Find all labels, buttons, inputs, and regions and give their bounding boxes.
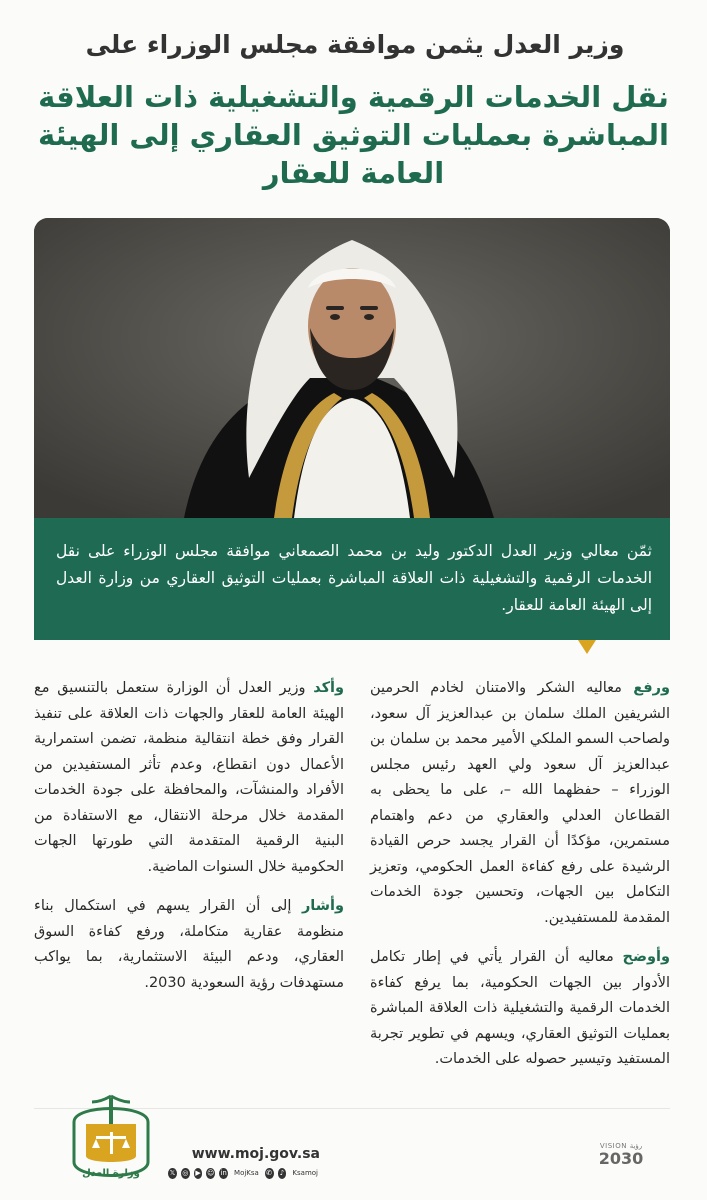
linkedin-icon[interactable]: in — [220, 1168, 227, 1177]
right-column — [370, 676, 670, 1087]
vision-2030-logo — [596, 1142, 646, 1176]
logo-text: وزارة العدل — [82, 1168, 140, 1179]
kicker-title: وزير العدل يثمن موافقة مجلس الوزراء على — [85, 30, 625, 59]
pointer-triangle — [578, 640, 596, 654]
lead-paragraph: ثمّن معالي وزير العدل الدكتور وليد بن محمد الصمعاني موافقة مجلس الوزراء على نقل الخدمات الرقمية والتشغيلية ذات العلاقة المباشرة بعمليات التوثيق العقاري من وزارة العدل إلى الهيئة العامة للعقار. — [56, 542, 652, 614]
social-links — [168, 1166, 320, 1180]
paragraph — [34, 676, 344, 880]
lead-word: وأشار — [301, 898, 344, 914]
left-column — [34, 676, 344, 1010]
lead-word: وأكد — [313, 680, 344, 696]
paragraph — [34, 894, 344, 996]
paragraph-body: معاليه أن القرار يأتي في إطار تكامل الأدوار بين الجهات الحكومية، بما يرفع كفاءة الخدمات الرقمية والتشغيلية ذات العلاقة المباشرة بعمليات التوثيق العقاري، ويسهم في تطوير تجربة المستفيد وتيسير حصوله على الخدمات. — [370, 949, 670, 1067]
lead-word: ورفع — [633, 680, 670, 696]
ministry-logo — [66, 1092, 156, 1184]
paragraph-body: معاليه الشكر والامتنان لخادم الحرمين الشريفين الملك سلمان بن عبدالعزيز آل سعود، ولصاحب السمو الملكي الأمير محمد بن سلمان بن عبدالعزيز آل سعود ولي العهد رئيس مجلس الوزراء – حفظهما الله –، على ما يحظى به القطاعان العدلي والعقاري من دعم واهتمام مستمرين، مؤكدًا أن القرار يجسد حرص القيادة الرشيدة على رفع كفاءة العمل الحكومي، وتعزيز التكامل بين الجهات، وتحسين جودة الخدمات المقدمة للمستفيدين. — [370, 680, 670, 926]
social-handle[interactable]: Ksamoj — [292, 1169, 318, 1177]
paragraph-body: وزير العدل أن الوزارة ستعمل بالتنسيق مع الهيئة العامة للعقار والجهات ذات العلاقة على تنفيذ القرار وفق خطة انتقالية منظمة، تضمن استمرارية الأعمال دون انقطاع، وعدم تأثر المستفيدين من الأفراد والمنشآت، والمحافظة على جودة الخدمات المقدمة خلال مرحلة الانتقال، مع الاستفادة من البنية الرقمية المتقدمة التي طورتها الجهات الحكومية خلال السنوات الماضية. — [34, 680, 344, 875]
vision-label: VISION رؤية — [599, 1142, 643, 1150]
lead-word: وأوضح — [622, 949, 670, 965]
social-handle[interactable]: MojKsa — [234, 1169, 259, 1177]
instagram-icon[interactable]: ◎ — [182, 1168, 189, 1177]
portrait-illustration — [34, 218, 670, 518]
paragraph-body: إلى أن القرار يسهم في استكمال بناء منظومة عقارية متكاملة، ورفع كفاءة السوق العقاري، ودعم البيئة الاستثمارية، بما يواكب مستهدفات رؤية السعودية 2030. — [34, 898, 344, 991]
tiktok-icon[interactable]: ♪ — [278, 1168, 287, 1179]
x-icon[interactable]: 𝕏 — [169, 1168, 176, 1177]
paragraph — [370, 676, 670, 931]
headline: نقل الخدمات الرقمية والتشغيلية ذات العلاقة المباشرة بعمليات التوثيق العقاري إلى الهيئة العامة للعقار — [38, 80, 669, 190]
website-link[interactable]: www.moj.gov.sa — [191, 1146, 320, 1162]
snapchat-icon[interactable]: ☺ — [207, 1168, 215, 1177]
vision-year: 2030 — [598, 1149, 644, 1168]
minister-photo — [34, 218, 670, 518]
paragraph — [370, 945, 670, 1073]
youtube-icon[interactable]: ▶ — [195, 1168, 201, 1177]
whatsapp-icon[interactable]: ✆ — [266, 1168, 273, 1177]
